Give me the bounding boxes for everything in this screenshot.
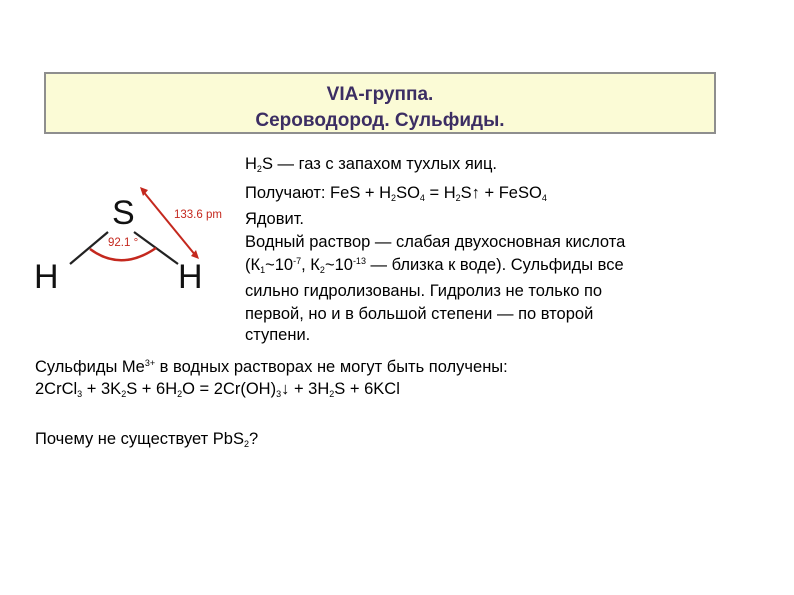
hydrogen-atom-right: H	[178, 258, 203, 296]
title-line-2: Сероводород. Сульфиды.	[255, 110, 505, 131]
hydrogen-atom-left: H	[34, 258, 59, 296]
toxic-note: Ядовит.	[245, 210, 305, 228]
gas-description: $H_2S$ — газ с запахом тухлых яиц.	[245, 155, 498, 174]
chromium-reaction: 2CrCl$_3$ + $3K_2S + 6H_2O$ = $2Cr(OH)_3↓ + 3H_2S + 6KCl$	[35, 380, 400, 399]
bond-length-label: 133.6 pm	[174, 209, 222, 221]
pbs2-question: Почему не существует PbS$_2$?	[35, 430, 259, 449]
title-box	[44, 72, 716, 134]
hydrolysis-line-3: ступени.	[245, 326, 311, 344]
bond-left	[70, 232, 108, 264]
h2s-molecule-diagram	[30, 180, 240, 300]
title-line-1: VIA-группа.	[326, 84, 434, 105]
bond-length-arrow	[142, 190, 196, 256]
sulfides-statement: Сульфиды $Me^{3+}$ в водных растворах не могут быть получены:	[35, 358, 508, 376]
angle-label: 92.1 °	[108, 237, 139, 249]
sulfur-atom: S	[112, 194, 135, 232]
preparation-reaction: Получают: FeS + $H_2SO_4$ = $H_2S↑$ + FeSO$_4$	[245, 184, 547, 203]
hydrolysis-line-2: первой, но и в большой степени — по второй	[245, 305, 594, 323]
angle-arc	[90, 248, 156, 260]
acid-line-2: ($К_1\sim 10^{-7}$, $К_2\sim 10^{-13}$ — близка к воде). Сульфиды все	[245, 256, 624, 275]
hydrolysis-line-1: сильно гидролизованы. Гидролиз не только по	[245, 282, 603, 300]
acid-line-1: Водный раствор — слабая двухосновная кислота	[245, 233, 626, 251]
